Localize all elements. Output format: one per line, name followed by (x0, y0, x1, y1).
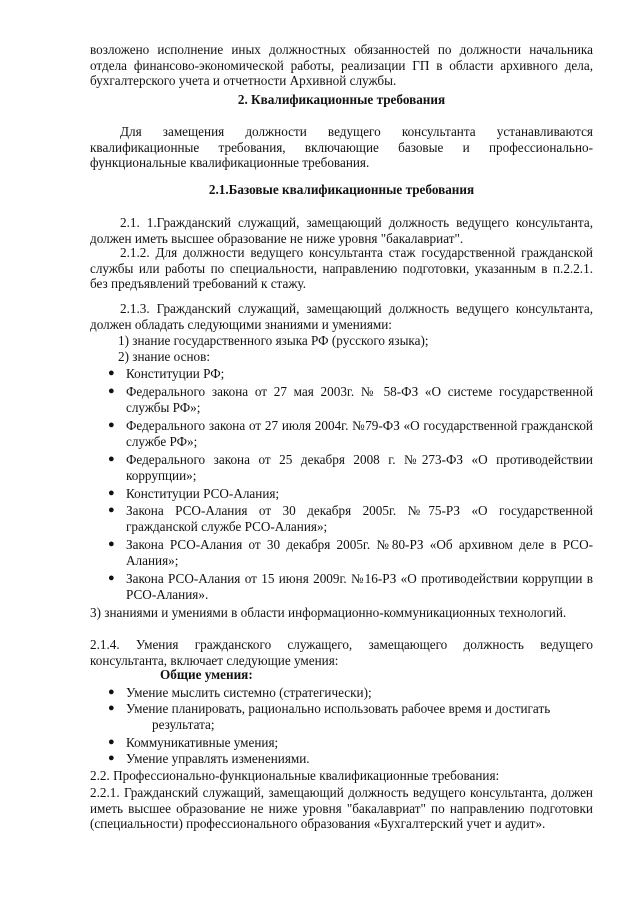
intro-paragraph: возложено исполнение иных должностных обязанностей по должности начальника отдела финансово-экономической работы, реализации ГП в области архивного дела, бухгалтерского учета и отчетности Архивной службы. (90, 42, 593, 89)
list-item-text: Умение планировать, рационально использовать рабочее время и достигать (126, 701, 551, 716)
list-item (108, 571, 593, 602)
general-skills-heading: Общие умения: (160, 667, 253, 682)
bullet-icon: ● (108, 736, 115, 748)
list-item (108, 503, 593, 534)
paragraph-2-1-3: 2.1.3. Гражданский служащий, замещающий должность ведущего консультанта, должен обладать следующими знаниями и умениями: (90, 301, 593, 332)
bullet-icon: ● (108, 538, 115, 550)
bullet-icon: ● (108, 419, 115, 431)
bullet-icon: ● (108, 686, 115, 698)
bullet-icon: ● (108, 702, 115, 714)
list-item-text: Федерального закона от 25 декабря 2008 г. №273-ФЗ «О противодействии коррупции»; (126, 452, 593, 483)
paragraph-2-2: 2.2. Профессионально-функциональные квалификационные требования: (90, 768, 500, 783)
list-item-text: результата; (152, 717, 215, 732)
paragraph-2-1-1: 2.1. 1.Гражданский служащий, замещающий должность ведущего консультанта, должен иметь высшее образование не ниже уровня "бакалавриат". (90, 215, 593, 246)
bullet-icon: ● (108, 367, 115, 379)
section-2-heading: 2. Квалификационные требования (237, 92, 446, 107)
paragraph-2-1-2: 2.1.2. Для должности ведущего консультанта стаж государственной гражданской службы или работы по специальности, направлению подготовки, указанным в п.2.2.1. без предъявлений требований к стажу. (90, 245, 593, 292)
list-item-text: Закона РСО-Алания от 30 декабря 2005г. №80-РЗ «Об архивном деле в РСО-Алания»; (126, 537, 593, 568)
bullet-icon: ● (108, 487, 115, 499)
list-item-text: Конституции РФ; (126, 366, 225, 381)
bullet-icon: ● (108, 385, 115, 397)
list-item-continuation (108, 717, 593, 733)
list-item (108, 537, 593, 568)
list-item-text: Закона РСО-Алания от 30 декабря 2005г. №75-РЗ «О государственной гражданской службе РСО-Алания»; (126, 503, 593, 534)
list-item (108, 486, 593, 502)
list-item-text: Умение управлять изменениями. (126, 751, 310, 766)
bullet-icon: ● (108, 752, 115, 764)
bullet-icon: ● (108, 453, 115, 465)
list-item (108, 735, 593, 751)
list-item-text: Федерального закона от 27 мая 2003г. № 58-ФЗ «О системе государственной службы РФ»; (126, 384, 593, 415)
list-item (108, 685, 593, 701)
list-item (108, 452, 593, 483)
knowledge-item-2: 2) знание основ: (118, 349, 210, 364)
section-2-1-heading: 2.1.Базовые квалификационные требования (208, 182, 475, 197)
knowledge-item-3: 3) знаниями и умениями в области информационно-коммуникационных технологий. (90, 605, 567, 620)
list-item-text: Коммуникативные умения; (126, 735, 279, 750)
list-item (108, 384, 593, 415)
list-item-text: Конституции РСО-Алания; (126, 486, 280, 501)
list-item (108, 751, 593, 767)
bullet-icon: ● (108, 572, 115, 584)
list-item-text: Федерального закона от 27 июля 2004г. №79-ФЗ «О государственной гражданской службе РФ»; (126, 418, 593, 449)
paragraph-2-2-1: 2.2.1. Гражданский служащий, замещающий должность ведущего консультанта, должен иметь высшее образование не ниже уровня "бакалавриат" по направлению подготовки (специальности) профессионального образования «Бухгалтерский учет и аудит». (90, 785, 593, 832)
list-item (108, 418, 593, 449)
knowledge-item-1: 1) знание государственного языка РФ (русского языка); (118, 333, 429, 348)
list-item (108, 701, 593, 717)
list-item (108, 366, 593, 382)
list-item-text: Закона РСО-Алания от 15 июня 2009г. №16-РЗ «О противодействии коррупции в РСО-Алания». (126, 571, 593, 602)
list-item-text: Умение мыслить системно (стратегически); (126, 685, 372, 700)
paragraph-2-1-4: 2.1.4. Умения гражданского служащего, замещающего должность ведущего консультанта, включает следующие умения: (90, 637, 593, 668)
bullet-icon: ● (108, 504, 115, 516)
section-2-paragraph: Для замещения должности ведущего консультанта устанавливаются квалификационные требования, включающие базовые и профессионально-функциональные квалификационные требования. (90, 124, 593, 171)
